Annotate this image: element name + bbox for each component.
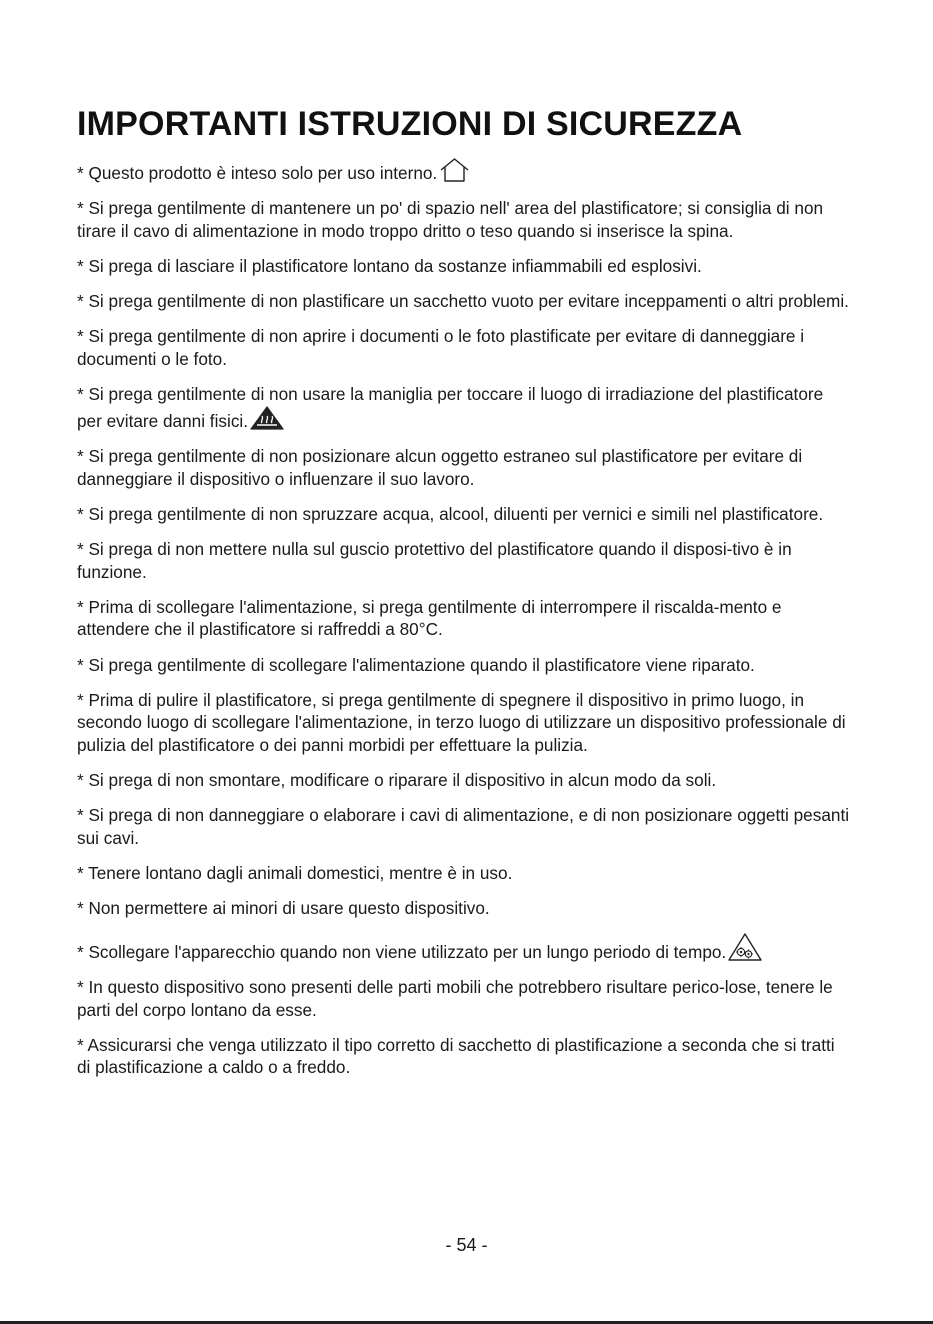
instruction-item: * Si prega gentilmente di non spruzzare acqua, alcool, diluenti per vernici e simili nel plastificatore. [77,504,824,525]
instruction-text: * Scollegare l'apparecchio quando non viene utilizzato per un lungo periodo di tempo. [77,941,727,962]
instruction-item: * Si prega di non mettere nulla sul guscio protettivo del plastificatore quando il disposi-tivo è in funzione. [77,539,792,582]
instruction-text: * Questo prodotto è inteso solo per uso interno. [77,163,438,183]
instruction-item: * Non permettere ai minori di usare questo dispositivo. [77,897,490,918]
instruction-item: * In questo dispositivo sono presenti delle parti mobili che potrebbero risultare perico-lose, tenere le parti del corpo lontano da esse. [77,976,833,1020]
instruction-item: * Si prega gentilmente di non plastificare un sacchetto vuoto per evitare inceppamenti o altri problemi. [77,290,849,311]
house-icon [438,157,471,183]
instruction-item: * Si prega di lasciare il plastificatore lontano da sostanze infiammabili ed esplosivi. [77,255,702,276]
hot-surface-warning-icon [249,405,285,431]
page-title: IMPORTANTI ISTRUZIONI DI SICUREZZA [77,105,743,143]
instruction-item: * Tenere lontano dagli animali domestici, mentre è in uso. [77,862,513,883]
instruction-item: * Si prega gentilmente di non aprire i documenti o le foto plastificate per evitare di danneggiare i documenti o le foto. [77,325,805,369]
instruction-item: * Si prega gentilmente di non posizionare alcun oggetto estraneo sul plastificatore per evitare di danneggiare il dispositivo o influenzare il suo lavoro. [77,446,803,489]
page-number: - 54 - [445,1235,488,1255]
instruction-item: * Si prega gentilmente di scollegare l'alimentazione quando il plastificatore viene riparato. [77,654,755,675]
instruction-text: * Si prega gentilmente di non usare la maniglia per toccare il luogo di irradiazione del plastificatore per evitare danni fisici. [77,383,824,432]
instruction-item: * Si prega di non danneggiare o elaborare i cavi di alimentazione, e di non posizionare oggetti pesanti sui cavi. [77,804,850,848]
instruction-item [77,383,852,433]
safety-instructions-list [77,157,852,1079]
instruction-item: * Si prega gentilmente di mantenere un po' di spazio nell' area del plastificatore; si consiglia di non tirare il cavo di alimentazione in modo troppo dritto o teso quando si inserisce la spina. [77,198,824,241]
instruction-item: * Assicurarsi che venga utilizzato il tipo corretto di sacchetto di plastificazione a seconda che si tratti di plastificazione a caldo o a freddo. [77,1034,835,1078]
instruction-item: * Si prega di non smontare, modificare o riparare il dispositivo in alcun modo da soli. [77,769,717,790]
instruction-item [77,932,852,964]
instruction-item: * Prima di pulire il plastificatore, si prega gentilmente di spegnere il dispositivo in primo luogo, in secondo luogo di scollegare l'alimentazione, in terzo luogo di utilizzare un dispositivo professionale di pulizia del plastificatore o dei panni morbidi per effettuare la pulizia. [77,689,846,755]
moving-parts-warning-icon [727,932,763,962]
instruction-item [77,157,852,185]
instruction-item: * Prima di scollegare l'alimentazione, si prega gentilmente di interrompere il riscalda-mento e attendere che il plastificatore si raffreddi a 80°C. [77,596,782,640]
